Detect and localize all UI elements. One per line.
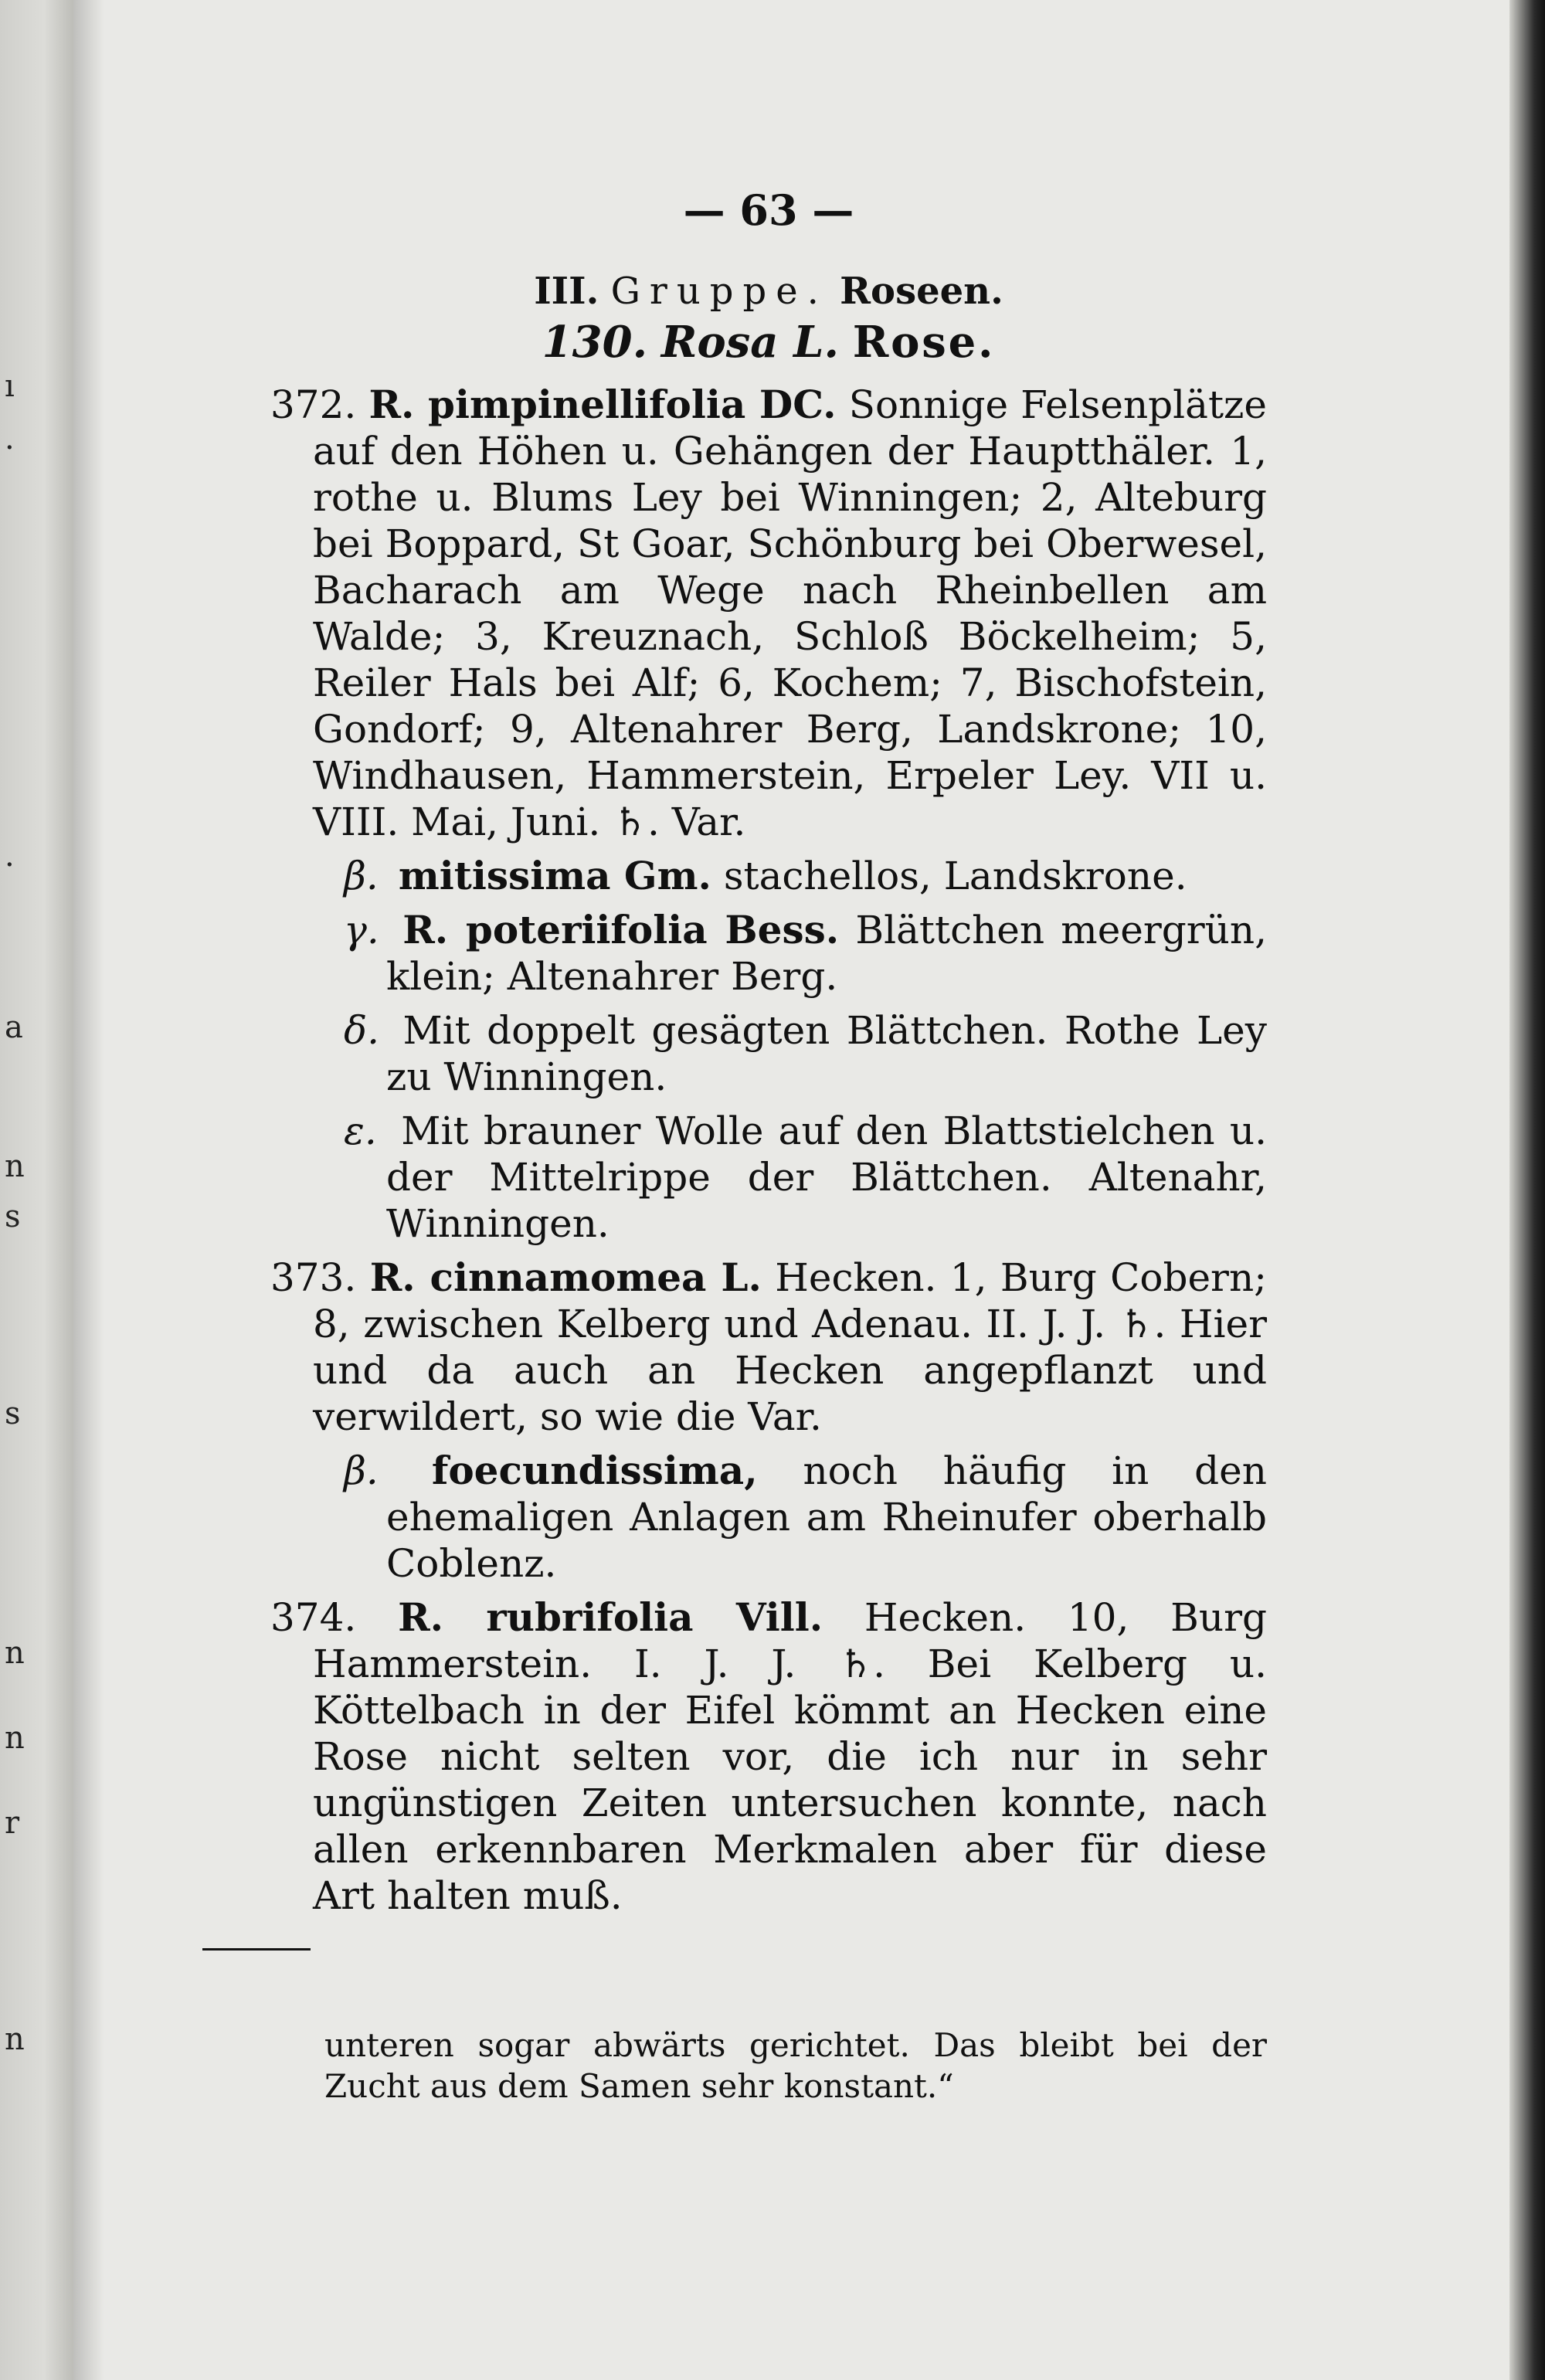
species-name: R. pimpinellifolia DC. [368, 381, 837, 427]
entry-373 [270, 1255, 1267, 1440]
gutter-letter: s [5, 1396, 21, 1431]
gutter-letter: n [5, 2022, 25, 2057]
variety-epsilon [270, 1108, 1267, 1247]
gutter-letter: n [5, 1149, 25, 1184]
variety-species: R. poteriifolia Bess. [402, 906, 840, 952]
group-roman: III. [534, 269, 599, 313]
variety-text: noch häufig in den ehemaligen Anlagen am Rheinufer oberhalb Coblenz. [386, 1448, 1267, 1586]
variety-beta-373 [270, 1448, 1267, 1587]
entry-number: 372. [270, 382, 357, 427]
page-number: — 63 — [683, 185, 854, 235]
entry-text: Sonnige Felsenplätze auf den Höhen u. Gehängen der Hauptthäler. 1, rothe u. Blums Ley bei Winningen; 2, Alteburg bei Boppard, St Goar, Schönburg bei Oberwesel, Bacharach am Wege nach Rheinbellen am Walde; 3, Kreuznach, Schloß Böckelheim; 5, Reiler Hals bei Alf; 6, Kochem; 7, Bischofstein, Gondorf; 9, Altenahrer Berg, Landskrone; 10, Windhausen, Hammerstein, Erpeler Ley. VII u. VIII. Mai, Juni. ♄. Var. [313, 382, 1267, 844]
variety-text: Mit brauner Wolle auf den Blattstielchen u. der Mittelrippe der Blättchen. Altenahr, Winningen. [386, 1108, 1267, 1246]
footnote-rule [202, 1948, 311, 1951]
left-page-gutter [0, 0, 73, 2380]
entry-372 [270, 382, 1267, 845]
entry-text: Hecken. 1, Burg Cobern; 8, zwischen Kelberg und Adenau. II. J. J. ♄. Hier und da auch an Hecken angepflanzt und verwildert, so wie die Var. [313, 1255, 1267, 1439]
gutter-letter: ı [5, 368, 15, 404]
variety-text: Blättchen meergrün, klein; Altenahrer Berg. [386, 907, 1267, 999]
variety-gamma [270, 907, 1267, 1000]
gutter-letter: a [5, 1010, 23, 1045]
genus-latin: Rosa L. [660, 317, 839, 368]
species-name: R. cinnamomea L. [369, 1254, 762, 1300]
entry-number: 374. [270, 1594, 357, 1640]
gutter-letter: r [5, 1805, 20, 1841]
gutter-letter: n [5, 1635, 25, 1671]
variety-text: stachellos, Landskrone. [723, 853, 1187, 898]
variety-letter: δ. [344, 1007, 379, 1053]
gutter-letter: n [5, 1720, 25, 1756]
group-heading [270, 270, 1267, 314]
variety-text: Mit doppelt gesägten Blättchen. Rothe Ley zu Winningen. [386, 1007, 1267, 1099]
entry-number: 373. [270, 1255, 357, 1300]
group-name: Roseen. [840, 269, 1003, 313]
variety-letter: β. [344, 853, 379, 898]
variety-delta [270, 1007, 1267, 1100]
entry-text: Hecken. 10, Burg Hammerstein. I. J. J. ♄. Bei Kelberg u. Köttelbach in der Eifel kömmt an Hecken eine Rose nicht selten vor, die ich nur in sehr ungünstigen Zeiten untersuchen konnte, nach allen erkennbaren Merkmalen aber für diese Art halten muß. [313, 1594, 1267, 1918]
variety-letter: β. [344, 1448, 379, 1493]
variety-species: foecundissima, [431, 1447, 758, 1493]
page-body [270, 185, 1267, 1927]
gutter-shadow [73, 0, 104, 2380]
entry-374 [270, 1594, 1267, 1919]
genus-german: Rose. [852, 317, 996, 368]
gutter-letter: · [5, 430, 15, 466]
group-label: Gruppe. [610, 269, 828, 313]
variety-letter: γ. [344, 907, 379, 952]
right-page-edge [1509, 0, 1545, 2380]
gutter-letter: · [5, 847, 15, 883]
variety-letter: ε. [344, 1108, 377, 1153]
gutter-letter: s [5, 1199, 21, 1234]
variety-species: mitissima Gm. [398, 852, 711, 898]
footnote: unteren sogar abwärts gerichtet. Das bleibt bei der Zucht aus dem Samen sehr konstant.“ [324, 2026, 1267, 2105]
genus-heading [270, 317, 1267, 368]
genus-number: 130. [542, 317, 648, 368]
species-name: R. rubrifolia Vill. [398, 1594, 823, 1640]
variety-beta [270, 853, 1267, 899]
